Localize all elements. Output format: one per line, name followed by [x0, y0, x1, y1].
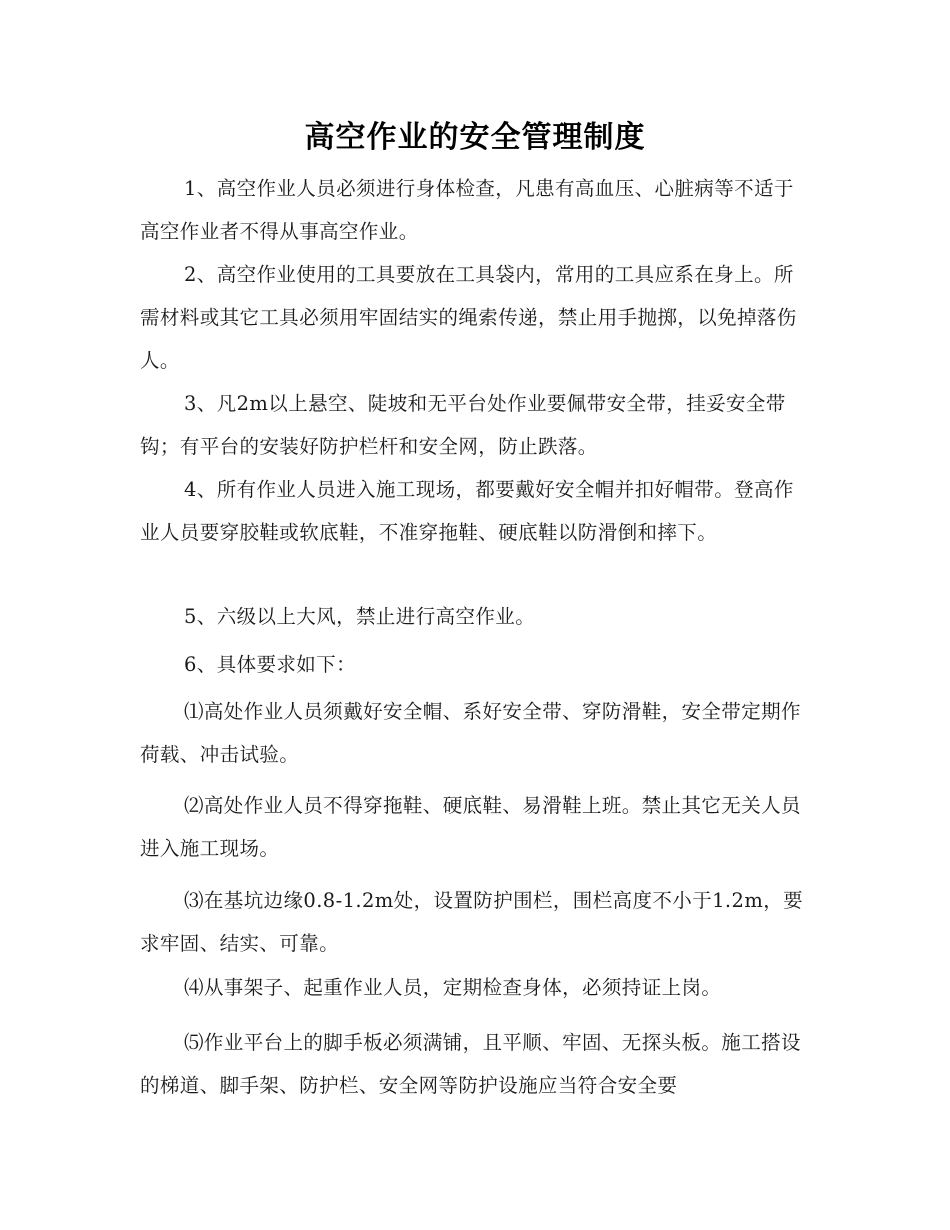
- paragraph-4: 4、所有作业人员进入施工现场，都要戴好安全帽并扣好帽带。登高作业人员要穿胶鞋或软底鞋，不准穿拖鞋、硬底鞋以防滑倒和摔下。: [140, 478, 794, 544]
- paragraph-3: 3、凡2m以上悬空、陡坡和无平台处作业要佩带安全带，挂妥安全带钩；有平台的安装好防护栏杆和安全网，防止跌落。: [140, 392, 786, 458]
- paragraph-2: 2、高空作业使用的工具要放在工具袋内，常用的工具应系在身上。所需材料或其它工具必须用牢固结实的绳索传递，禁止用手抛掷，以免掉落伤人。: [140, 263, 797, 372]
- paragraph-1: 1、高空作业人员必须进行身体检查，凡患有高血压、心脏病等不适于高空作业者不得从事高空作业。: [140, 177, 794, 243]
- sub-item-5: ⑸作业平台上的脚手板必须满铺，且平顺、牢固、无探头板。施工搭设的梯道、脚手架、防护栏、安全网等防护设施应当符合安全要: [140, 1031, 801, 1097]
- sub-item-3: ⑶在基坑边缘0.8-1.2m处，设置防护围栏，围栏高度不小于1.2m，要求牢固、结实、可靠。: [140, 889, 804, 955]
- paragraph-5: 5、六级以上大风，禁止进行高空作业。: [184, 605, 536, 628]
- paragraph-6: 6、具体要求如下：: [184, 653, 357, 676]
- sub-item-4: ⑷从事架子、起重作业人员，定期检查身体，必须持证上岗。: [184, 976, 722, 999]
- document-title: 高空作业的安全管理制度: [304, 120, 646, 155]
- sub-item-1: ⑴高处作业人员须戴好安全帽、系好安全带、穿防滑鞋，安全带定期作荷载、冲击试验。: [140, 700, 801, 766]
- sub-item-2: ⑵高处作业人员不得穿拖鞋、硬底鞋、易滑鞋上班。禁止其它无关人员进入施工现场。: [140, 794, 801, 860]
